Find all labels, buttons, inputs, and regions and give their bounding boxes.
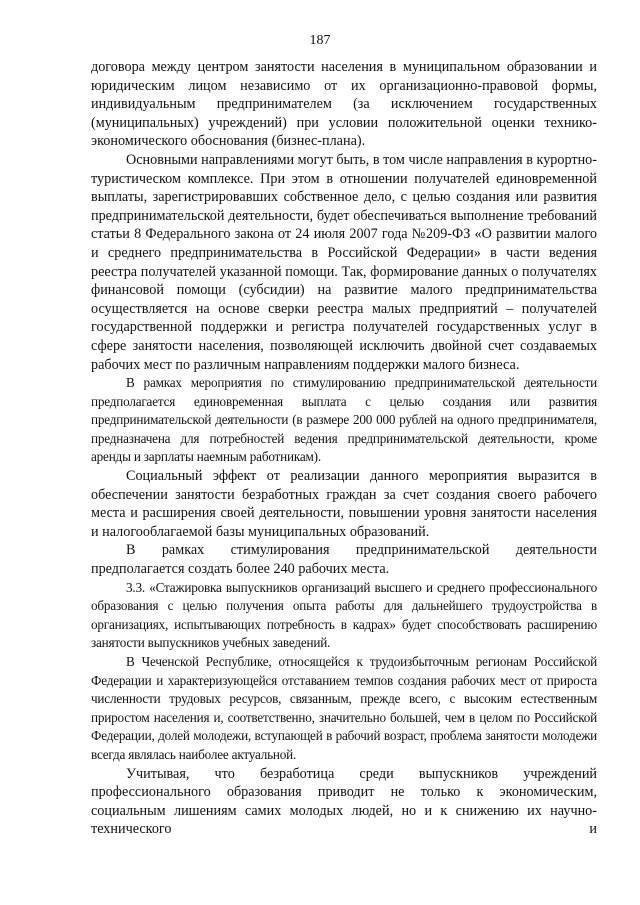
paragraph-social-effect: Социальный эффект от реализации данного мероприятия выразится в обеспечении занятости безработных граждан за счет создания своего рабочего места и расширения своей деятельности, повышении уровня занятости населения и налогооблагаемой базы муниципальных образований. bbox=[91, 468, 597, 540]
paragraph-main-directions: Основными направлениями могут быть, в том числе направления в курортно-туристическом комплексе. При этом в отношении получателей единовременной выплаты, зарегистрировавших собственное дело, с целью создания или развития предпринимательской деятельности, будет обеспечиваться выполнение требований статьи 8 Федерального закона от 24 июля 2007 года №209-ФЗ «О развитии малого и среднего предпринимательства в Российской Федерации» в части ведения реестра получателей указанной помощи. Так, формирование данных о получателях финансовой помощи (субсидии) на развитие малого предпринимательства осуществляется на основе сверки реестра малых предприятий – получателей государственной поддержки и регистра получателей государственных услуг в сфере занятости населения, позволяющей исключить двойной счет создаваемых рабочих мест по различным направлениям поддержки малого бизнеса. bbox=[91, 151, 597, 373]
paragraph-jobs-count: В рамках стимулирования предпринимательской деятельности предполагается создать более 240 рабочих места. bbox=[91, 542, 597, 578]
body-text bbox=[91, 58, 597, 839]
paragraph-contract-continuation: договора между центром занятости населения в муниципальном образовании и юридическим лицом независимо от их организационно-правовой формы, индивидуальным предпринимателем (за исключением государственных (муниципальных) учреждений) при условии положительной оценки технико-экономического обоснования (бизнес-плана). bbox=[91, 59, 597, 150]
paragraph-chechen-republic: В Чеченской Республике, относящейся к трудоизбыточным регионам Российской Федерации и характеризующейся отставанием темпов создания рабочих мест от прироста численности трудовых ресурсов, связанным, прежде всего, с высоким естественным приростом населения и, соответственно, значительно большей, чем в целом по Российской Федерации, долей молодежи, вступающей в рабочий возраст, проблема занятости молодежи всегда являлась наиболее актуальной. bbox=[91, 654, 597, 762]
paragraph-graduate-internship: 3.3. «Стажировка выпускников организаций высшего и среднего профессионального образования с целью получения опыта работы для дальнейшего трудоустройства в организациях, испытывающих потребность в кадрах» будет способствовать расширению занятости выпускников учебных заведений. bbox=[91, 579, 597, 651]
page-number: 187 bbox=[309, 33, 331, 48]
paragraph-entrepreneurship-payment: В рамках мероприятия по стимулированию предпринимательской деятельности предполагается единовременная выплата с целью создания или развития предпринимательской деятельности (в размере 200 000 рублей на одного предпринимателя, предназначена для потребностей ведения предпринимательской деятельности, кроме аренды и зарплаты наемным работникам). bbox=[91, 375, 597, 465]
paragraph-unemployment-graduates: Учитывая, что безработица среди выпускников учреждений профессионального образования приводит не только к экономическим, социальным лишениям самих молодых людей, но и к снижению их научно-технического и bbox=[91, 765, 597, 838]
